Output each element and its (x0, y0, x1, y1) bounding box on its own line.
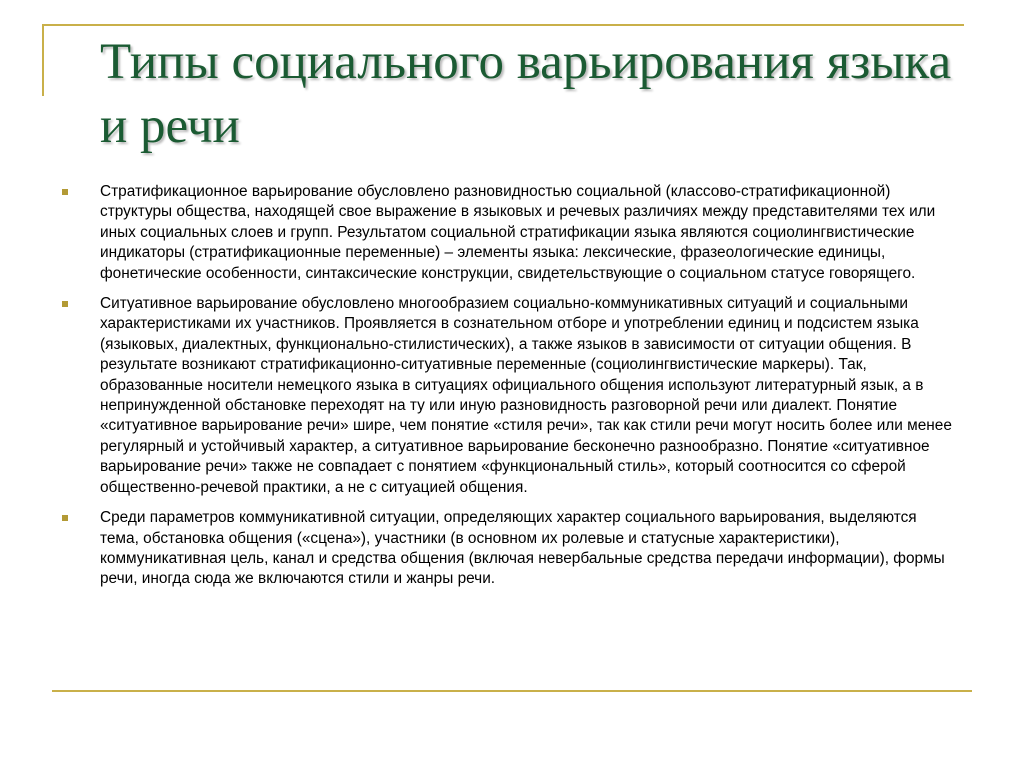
frame-bottom-line (52, 690, 972, 692)
bullet-text: Стратификационное варьирование обусловлено разновидностью социальной (классово-стратификационной) структуры общества, находящей свое выражение в языковых и речевых различиях между представителями тех или иных социальных слоев и групп. Результатом социальной стратификации языка являются социолингвистические индикаторы (стратификационные переменные) – элементы языка: лексические, фразеологические единицы, фонетические особенности, синтаксические конструкции, свидетельствующие о социальном статусе говорящего. (100, 183, 936, 282)
bullet-item-situational (58, 294, 958, 498)
slide-title: Типы социального варьирования языка и речи (100, 34, 952, 154)
square-bullet-icon (62, 515, 68, 521)
frame-top-line (42, 24, 964, 26)
bullet-item-stratification (58, 182, 958, 284)
square-bullet-icon (62, 189, 68, 195)
bullet-text: Ситуативное варьирование обусловлено многообразием социально-коммуникативных ситуаций и социальными характеристиками их участников. Проявляется в сознательном отборе и употреблении единиц и подсистем языка (языковых, диалектных, функционально-стилистических), а также языков в зависимости от ситуации общения. В результате возникают стратификационно-ситуативные переменные (социолингвистические маркеры). Так, образованные носители немецкого языка в ситуациях официального общения используют литературный язык, а в непринужденной обстановке переходят на ту или иную разновидность разговорной речи или диалект. Понятие «ситуативное варьирование речи» шире, чем понятие «стиля речи», так как стили речи могут носить более или менее регулярный и устойчивый характер, а ситуативное варьирование бесконечно разнообразно. Понятие «ситуативное варьирование речи» также не совпадает с понятием «функциональный стиль», который соотносится со сферой общественно-речевой практики, а не с ситуацией общения. (100, 295, 952, 496)
bullet-list (58, 182, 958, 600)
square-bullet-icon (62, 301, 68, 307)
bullet-text: Среди параметров коммуникативной ситуации, определяющих характер социального варьирования, выделяются тема, обстановка общения («сцена»), участники (в основном их ролевые и статусные характеристики), коммуникативная цель, канал и средства общения (включая невербальные средства передачи информации), формы речи, иногда сюда же включаются стили и жанры речи. (100, 509, 945, 588)
frame-left-line (42, 24, 44, 96)
bullet-item-parameters (58, 508, 958, 590)
